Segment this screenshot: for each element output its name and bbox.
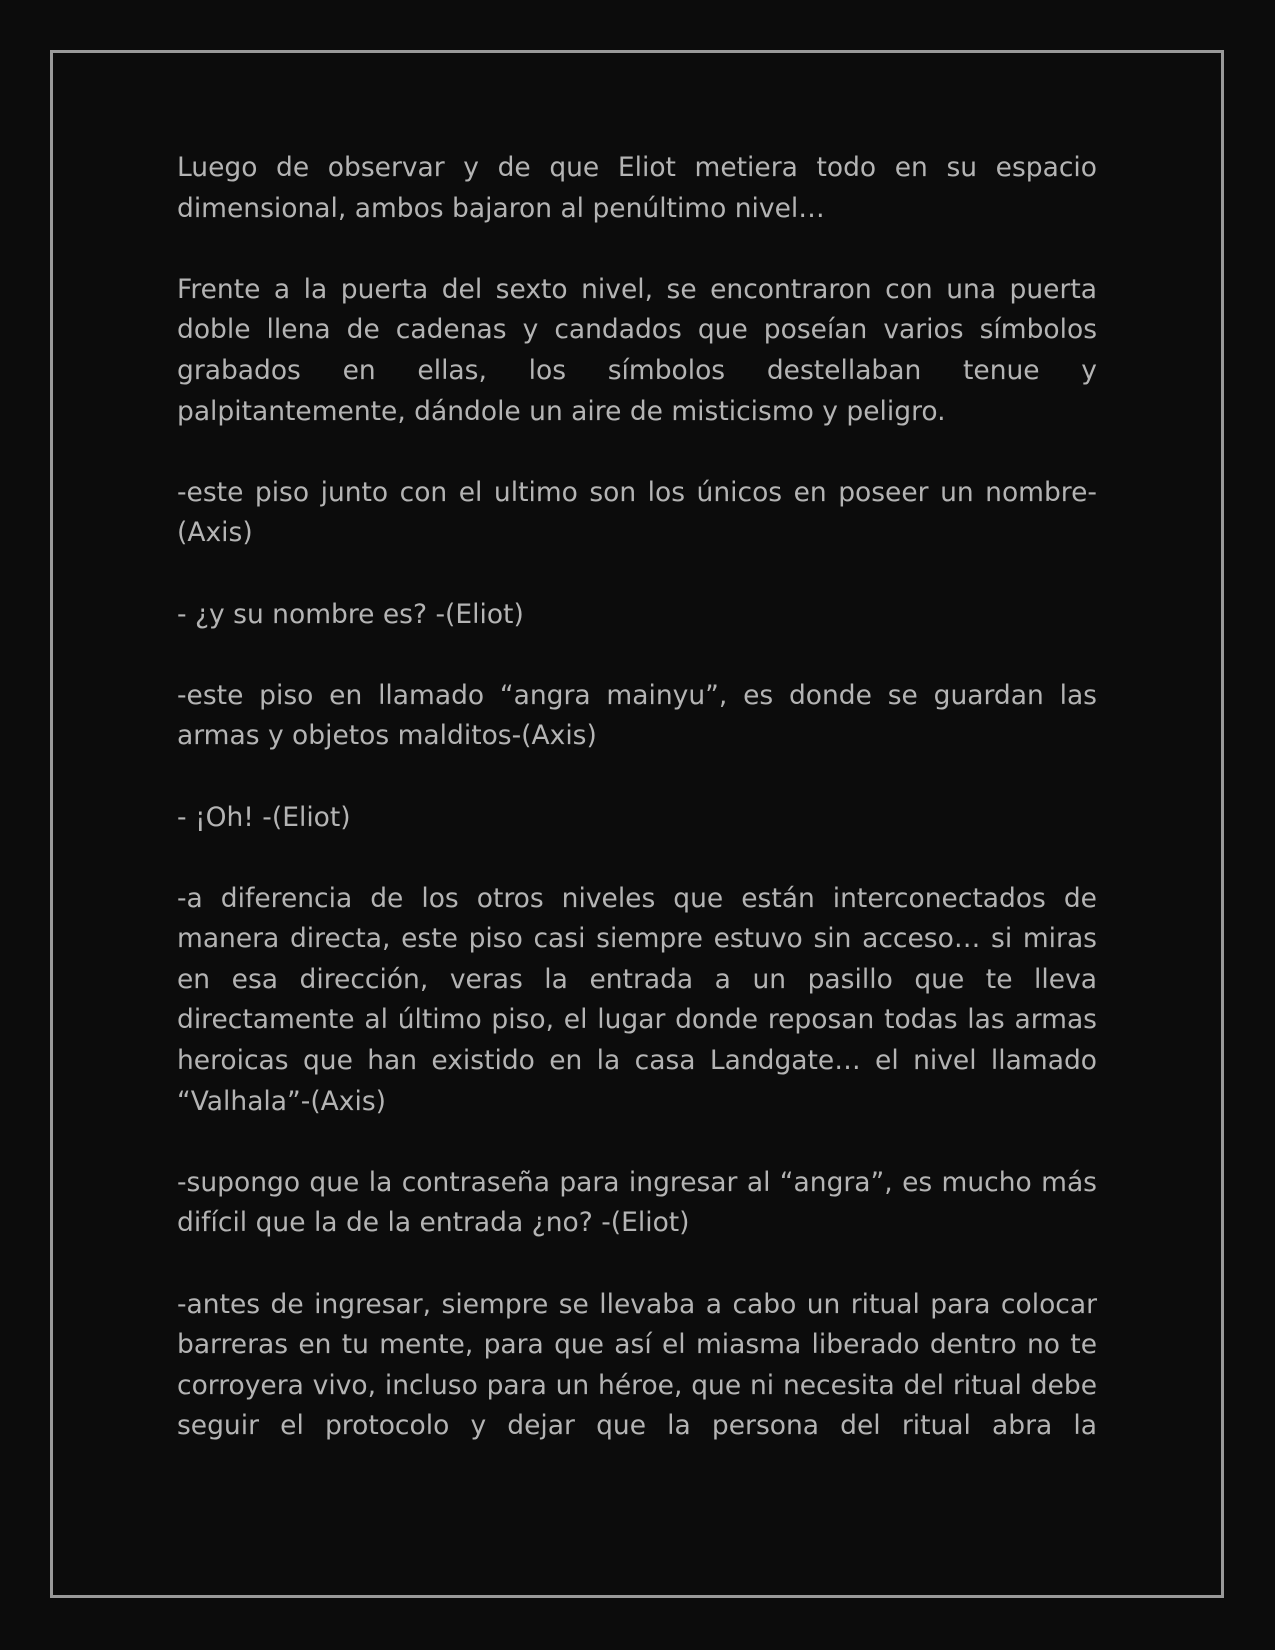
paragraph-narration-1: Luego de observar y de que Eliot metiera todo en su espacio dimensional, ambos bajaron al penúltimo nivel… — [177, 152, 1097, 224]
dialogue-axis-1: -este piso junto con el ultimo son los únicos en poseer un nombre-(Axis) — [177, 476, 1097, 549]
dialogue-axis-4: -antes de ingresar, siempre se llevaba a cabo un ritual para colocar barreras en tu mente, para que así el miasma liberado dentro no te corroyera vivo, incluso para un héroe, que ni necesita del ritual debe seguir el protocolo y dejar que la persona del ritual abra la — [177, 1288, 1097, 1442]
text-body — [177, 148, 1097, 1447]
dialogue-eliot-3: -supongo que la contraseña para ingresar al “angra”, es mucho más difícil que la de la entrada ¿no? -(Eliot) — [177, 1166, 1097, 1239]
dialogue-eliot-2: - ¡Oh! -(Eliot) — [177, 801, 351, 833]
paragraph-narration-2: Frente a la puerta del sexto nivel, se encontraron con una puerta doble llena de cadenas y candados que poseían varios símbolos grabados en ellas, los símbolos destellaban tenue y palpitantemente, dándole un aire de misticismo y peligro. — [177, 273, 1097, 427]
dialogue-axis-3: -a diferencia de los otros niveles que están interconectados de manera directa, este piso casi siempre estuvo sin acceso… si miras en esa dirección, veras la entrada a un pasillo que te lleva directamente al último piso, el lugar donde reposan todas las armas heroicas que han existido en la casa Landgate… el nivel llamado “Valhala”-(Axis) — [177, 882, 1097, 1117]
dialogue-axis-2: -este piso en llamado “angra mainyu”, es donde se guardan las armas y objetos malditos-(Axis) — [177, 679, 1097, 752]
dialogue-eliot-1: - ¿y su nombre es? -(Eliot) — [177, 598, 524, 630]
